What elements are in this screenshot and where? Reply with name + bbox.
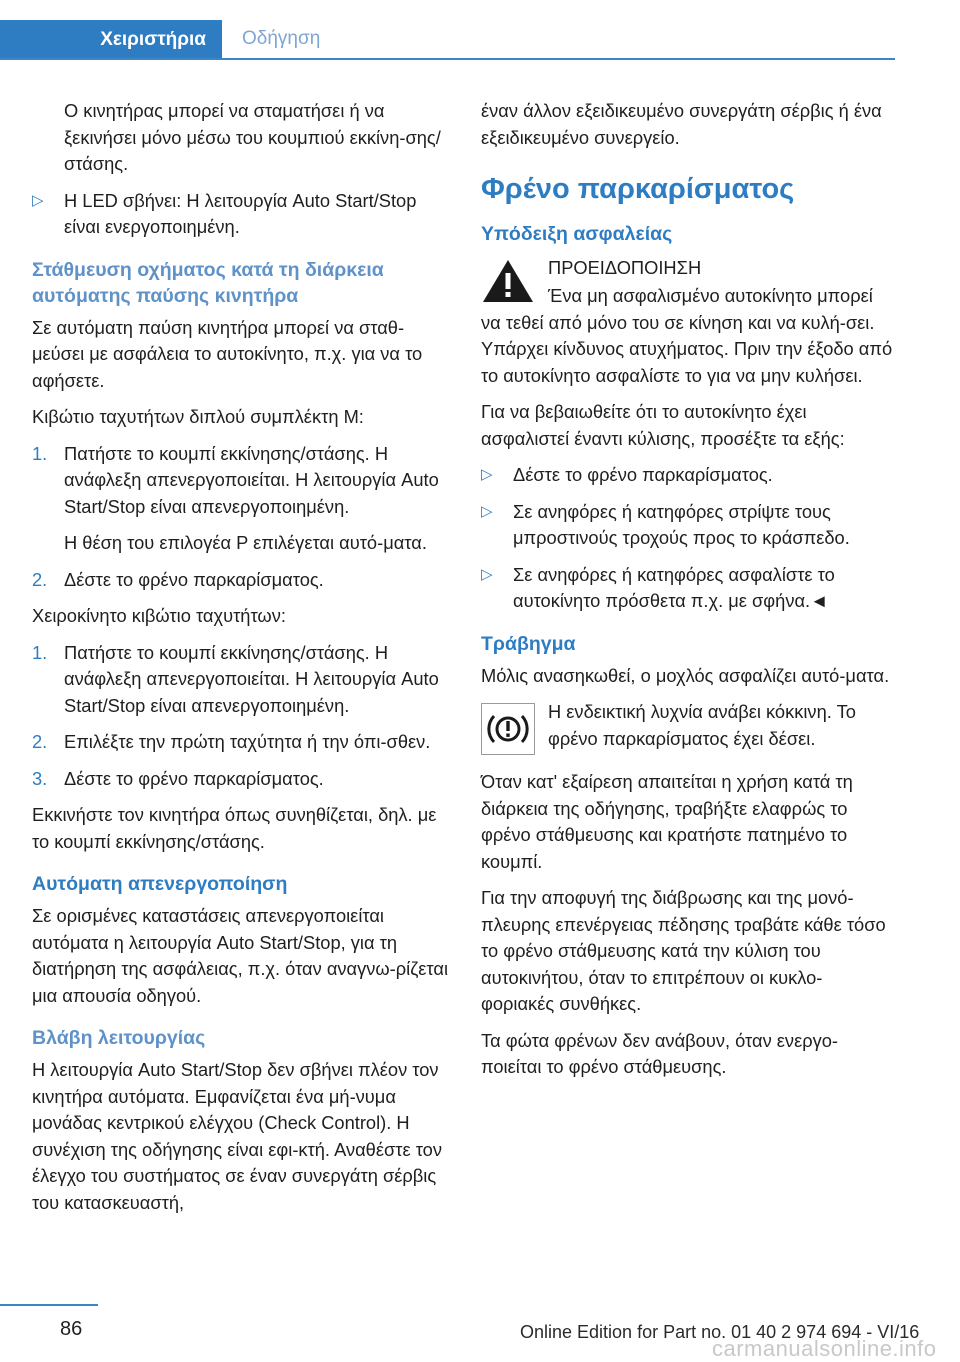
tab-driving[interactable]: Οδήγηση bbox=[242, 28, 321, 49]
step-text: Δέστε το φρένο παρκαρίσματος. bbox=[64, 568, 324, 590]
paragraph-corrosion: Για την αποφυγή της διάβρωσης και της μονό-πλευρης επενέργειας πέδησης τραβάτε κάθε τόσο το φρένο στάθμευσης κατά την κύλιση του αυτοκινήτου, όταν το επιτρέπουν οι κυκλο-φοριακές συνθήκες. bbox=[481, 887, 886, 1014]
list-item bbox=[32, 766, 450, 793]
warning-text: Ένα μη ασφαλισμένο αυτοκίνητο μπορεί να τεθεί από μόνο του σε κίνηση και να κυλή-σει. Υπάρχει κίνδυνος ατυχήματος. Πριν την έξοδο από το αυτοκίνητο ασφαλίστε το για να μην κυλήσει. bbox=[481, 285, 893, 386]
paragraph-ensure: Για να βεβαιωθείτε ότι το αυτοκίνητο έχει ασφαλιστεί έναντι κύλισης, προσέξτε τα εξής: bbox=[481, 401, 845, 449]
paragraph-exception: Όταν κατ' εξαίρεση απαιτείται η χρήση κατά τη διάρκεια της οδήγησης, τραβήξτε ελαφρώς το φρένο στάθμευσης και κρατήστε πατημένο το κουμπί. bbox=[481, 771, 853, 872]
bullet-triangle-icon: ▷ bbox=[481, 565, 493, 583]
bullet-text: Η LED σβήνει: Η λειτουργία Auto Start/Stop είναι ενεργοποιημένη. bbox=[64, 189, 417, 237]
bullet-item bbox=[481, 499, 895, 552]
paragraph-restart: Εκκινήστε τον κινητήρα όπως συνηθίζεται, δηλ. με το κουμπί εκκίνησης/στάσης. bbox=[32, 804, 437, 852]
paragraph-continued: έναν άλλον εξειδικευμένο συνεργάτη σέρβις ή ένα εξειδικευμένο συνεργείο. bbox=[481, 100, 882, 148]
bullet-text: Σε ανηφόρες ή κατηφόρες στρίψτε τους μπροστινούς τροχούς προς το κράσπεδο. bbox=[513, 500, 850, 548]
bullet-text: Σε ανηφόρες ή κατηφόρες ασφαλίστε το αυτοκίνητο πρόσθετα π.χ. με σφήνα.◄ bbox=[513, 563, 835, 611]
list-item bbox=[32, 729, 450, 756]
bullet-triangle-icon: ▷ bbox=[32, 191, 44, 209]
bullet-triangle-icon: ▷ bbox=[481, 502, 493, 520]
left-column bbox=[32, 98, 450, 1226]
heading-parking-brake: Φρένο παρκαρίσματος bbox=[481, 173, 795, 205]
page-number: 86 bbox=[60, 1318, 83, 1340]
step-text: Επιλέξτε την πρώτη ταχύτητα ή την όπι-σθεν. bbox=[64, 731, 431, 752]
heading-auto-off: Αυτόματη απενεργοποίηση bbox=[32, 873, 288, 895]
warning-icon bbox=[481, 257, 535, 305]
step-number: 2. bbox=[32, 568, 48, 590]
step-number: 1. bbox=[32, 442, 48, 464]
warning-title: ΠΡΟΕΙΔΟΠΟΙΗΣΗ bbox=[548, 257, 702, 278]
bullet-item bbox=[481, 462, 895, 489]
step-note: Η θέση του επιλογέα P επιλέγεται αυτό-ματα. bbox=[64, 532, 427, 553]
parking-brake-indicator-icon bbox=[481, 703, 535, 755]
paragraph-auto-off: Σε ορισμένες καταστάσεις απενεργοποιείται αυτόματα η λειτουργία Auto Start/Stop, για τη διατήρηση της ασφάλειας, π.χ. όταν αναγνω-ρίζεται μια απουσία οδηγού. bbox=[32, 905, 449, 1006]
right-column bbox=[481, 98, 895, 1091]
tab-controls[interactable]: Χειριστήρια bbox=[0, 20, 222, 60]
indicator-block bbox=[481, 699, 895, 755]
heading-parking: Στάθμευση οχήματος κατά τη διάρκεια αυτόματης παύσης κινητήρα bbox=[32, 258, 384, 307]
step-number: 1. bbox=[32, 641, 48, 663]
paragraph-manual: Χειροκίνητο κιβώτιο ταχυτήτων: bbox=[32, 605, 286, 626]
step-text: Πατήστε το κουμπί εκκίνησης/στάσης. Η ανάφλεξη απενεργοποιείται. Η λειτουργία Auto Start/Stop είναι απενεργοποιημένη. bbox=[64, 641, 439, 716]
heading-pull: Τράβηγμα bbox=[481, 632, 576, 655]
step-number: 2. bbox=[32, 731, 48, 752]
watermark: carmanualsonline.info bbox=[712, 1336, 937, 1361]
bullet-text: Δέστε το φρένο παρκαρίσματος. bbox=[513, 464, 773, 485]
list-item bbox=[32, 567, 450, 594]
bullet-item bbox=[481, 562, 895, 615]
step-number: 3. bbox=[32, 767, 48, 789]
header-bar bbox=[0, 0, 895, 60]
list-item bbox=[32, 640, 450, 720]
bullet-item bbox=[32, 188, 450, 241]
paragraph-dct: Κιβώτιο ταχυτήτων διπλού συμπλέκτη M: bbox=[32, 406, 364, 427]
footer-divider bbox=[0, 1304, 98, 1306]
bullet-triangle-icon: ▷ bbox=[481, 466, 493, 483]
list-item bbox=[32, 441, 450, 521]
paragraph-pull: Μόλις ανασηκωθεί, ο μοχλός ασφαλίζει αυτό-ματα. bbox=[481, 664, 890, 686]
header-divider bbox=[0, 58, 895, 60]
step-text: Δέστε το φρένο παρκαρίσματος. bbox=[64, 767, 324, 789]
paragraph-lights: Τα φώτα φρένων δεν ανάβουν, όταν ενεργο-ποιείται το φρένο στάθμευσης. bbox=[481, 1029, 839, 1077]
heading-safety: Υπόδειξη ασφαλείας bbox=[481, 223, 673, 245]
paragraph-parking: Σε αυτόματη παύση κινητήρα μπορεί να σταθ-μεύσει με ασφάλεια το αυτοκίνητο, π.χ. για να το αφήσετε. bbox=[32, 316, 423, 391]
intro-text: Ο κινητήρας μπορεί να σταματήσει ή να ξεκινήσει μόνο μέσω του κουμπιού εκκίνη-σης/στάσης. bbox=[64, 100, 441, 174]
heading-fault: Βλάβη λειτουργίας bbox=[32, 1027, 206, 1049]
paragraph-fault: Η λειτουργία Auto Start/Stop δεν σβήνει πλέον τον κινητήρα αυτόματα. Εμφανίζεται ένα μή-νυμα μονάδας κεντρικού ελέγχου (Check Control). Η συνέχιση της οδήγησης είναι εφι-κτή. Αναθέστε τον έλεγχο του συστήματος σε έναν συνεργάτη σέρβις του κατασκευαστή, bbox=[32, 1059, 442, 1213]
indicator-text: Η ενδεικτική λυχνία ανάβει κόκκινη. Το φρένο παρκαρίσματος έχει δέσει. bbox=[548, 701, 856, 749]
step-text: Πατήστε το κουμπί εκκίνησης/στάσης. Η ανάφλεξη απενεργοποιείται. Η λειτουργία Auto Start/Stop είναι απενεργοποιημένη. bbox=[64, 442, 439, 517]
edition-text: Online Edition for Part no. 01 40 2 974 694 - VI/16 bbox=[520, 1322, 920, 1342]
